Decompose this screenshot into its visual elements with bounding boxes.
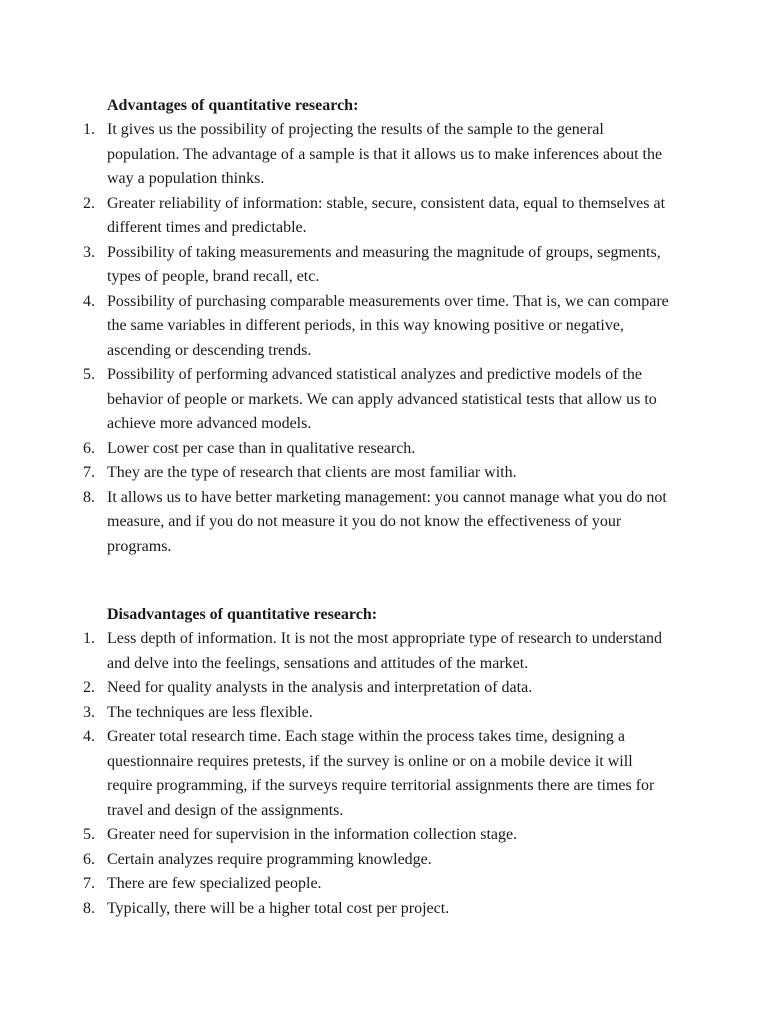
disadvantages-heading: Disadvantages of quantitative research: [107,606,378,623]
item-number: 2. [83,679,95,696]
list-item [80,725,680,823]
item-text: Possibility of purchasing comparable measurements over time. That is, we can compare the same variables in different periods, in this way knowing positive or negative, ascending or descending trends. [107,292,669,359]
list-item [80,486,680,560]
list-item [80,701,680,726]
item-number: 1. [83,630,95,647]
item-text: Less depth of information. It is not the most appropriate type of research to understand and delve into the feelings, sensations and attitudes of the market. [107,630,662,672]
list-item [80,241,680,290]
item-number: 8. [83,899,95,917]
list-item [80,676,680,701]
advantages-heading: Advantages of quantitative research: [107,97,359,114]
advantages-list [80,118,680,559]
list-item [80,363,680,437]
list-item [80,823,680,848]
item-text: Typically, there will be a higher total cost per project. [107,899,450,917]
item-number: 1. [83,121,95,138]
item-number: 2. [83,194,95,212]
item-text: Greater total research time. Each stage within the process takes time, designing a questionnaire requires pretests, if the survey is online or on a mobile device it will require programming, if the surveys require territorial assignments there are times for travel and design of the assignments. [107,728,655,819]
item-text: There are few specialized people. [107,875,322,892]
item-text: Possibility of performing advanced statistical analyzes and predictive models of the behavior of people or markets. We can apply advanced statistical tests that allow us to achieve more advanced models. [107,366,657,432]
item-text: Certain analyzes require programming knowledge. [107,850,432,868]
item-number: 4. [83,728,95,745]
item-text: Possibility of taking measurements and measuring the magnitude of groups, segments, types of people, brand recall, etc. [107,243,661,285]
item-text: Lower cost per case than in qualitative research. [107,439,416,457]
item-text: Greater need for supervision in the information collection stage. [107,826,518,843]
item-number: 6. [83,850,95,868]
disadvantages-section [80,603,680,921]
item-number: 7. [83,464,95,481]
list-item [80,290,680,364]
list-item [80,437,680,462]
list-item [80,118,680,192]
list-item [80,897,680,922]
item-number: 3. [83,243,95,261]
item-text: They are the type of research that clients are most familiar with. [107,464,517,481]
item-text: Need for quality analysts in the analysis and interpretation of data. [107,679,533,696]
item-number: 5. [83,366,95,383]
item-number: 5. [83,826,95,843]
list-item [80,848,680,873]
list-item [80,192,680,241]
list-item [80,872,680,897]
item-number: 7. [83,875,95,892]
item-number: 8. [83,488,95,506]
advantages-section [80,94,680,559]
item-text: Greater reliability of information: stable, secure, consistent data, equal to themselves at different times and predictable. [107,194,666,236]
item-text: It allows us to have better marketing management: you cannot manage what you do not measure, and if you do not measure it you do not know the effectiveness of your programs. [107,488,667,555]
item-number: 4. [83,292,95,310]
item-number: 6. [83,439,95,457]
item-text: It gives us the possibility of projecting the results of the sample to the general population. The advantage of a sample is that it allows us to make inferences about the way a population thinks. [107,121,663,187]
item-text: The techniques are less flexible. [107,703,313,721]
item-number: 3. [83,703,95,721]
disadvantages-list [80,627,680,921]
list-item [80,461,680,486]
list-item [80,627,680,676]
